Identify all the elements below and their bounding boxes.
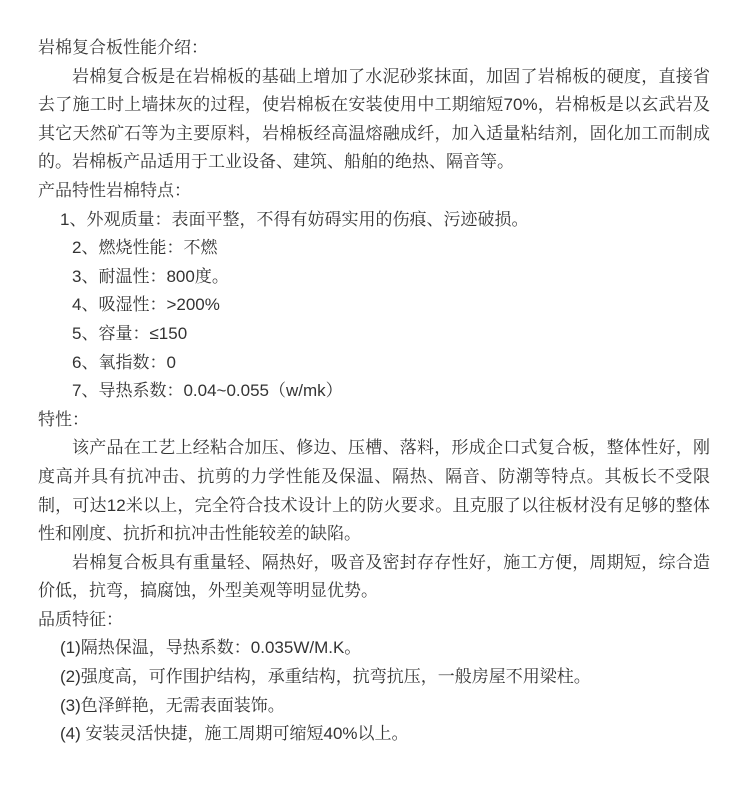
quality-heading: 品质特征： [38, 609, 123, 629]
feature-item-4: 4、吸湿性：>200% [72, 295, 220, 315]
feature-item-2: 2、燃烧性能：不燃 [72, 238, 218, 258]
property-paragraph-2: 岩棉复合板具有重量轻、隔热好，吸音及密封存存性好，施工方便，周期短，综合造价低，抗弯，搞腐蚀，外型美观等明显优势。 [38, 552, 710, 601]
property-heading: 特性： [38, 409, 89, 429]
quality-item-4: (4) 安装灵活快捷，施工周期可缩短40%以上。 [60, 724, 409, 744]
quality-item-3: (3)色泽鲜艳，无需表面装饰。 [60, 695, 285, 715]
intro-paragraph: 岩棉复合板是在岩棉板的基础上增加了水泥砂浆抹面，加固了岩棉板的硬度，直接省去了施工时上墙抹灰的过程，使岩棉板在安装使用中工期缩短70%，岩棉板是以玄武岩及其它天然矿石等为主要原料，岩棉板经高温熔融成纤，加入适量粘结剂，固化加工而制成的。岩棉板产品适用于工业设备、建筑、船舶的绝热、隔音等。 [38, 66, 710, 172]
feature-list [38, 206, 710, 406]
page-title: 岩棉复合板性能介绍： [38, 38, 208, 57]
feature-item-7: 7、导热系数：0.04~0.055（w/mk） [72, 381, 343, 401]
features-heading: 产品特性岩棉特点： [38, 180, 191, 200]
feature-item-3: 3、耐温性：800度。 [72, 266, 229, 286]
quality-item-1: (1)隔热保温，导热系数：0.035W/M.K。 [60, 638, 362, 658]
feature-item-5: 5、容量：≤150 [72, 323, 188, 343]
property-paragraph-1: 该产品在工艺上经粘合加压、修边、压槽、落料，形成企口式复合板，整体性好，刚度高并具有抗冲击、抗剪的力学性能及保温、隔热、隔音、防潮等特点。其板长不受限制，可达12米以上，完全符合技术设计上的防火要求。且克服了以往板材没有足够的整体性和刚度、抗折和抗冲击性能较差的缺陷。 [38, 438, 710, 544]
quality-item-2: (2)强度高，可作围护结构，承重结构，抗弯抗压，一般房屋不用梁柱。 [60, 667, 591, 687]
feature-item-6: 6、氧指数：0 [72, 352, 176, 372]
feature-item-1: 1、外观质量：表面平整，不得有妨碍实用的伤痕、污迹破损。 [60, 209, 529, 229]
quality-list [38, 634, 710, 748]
